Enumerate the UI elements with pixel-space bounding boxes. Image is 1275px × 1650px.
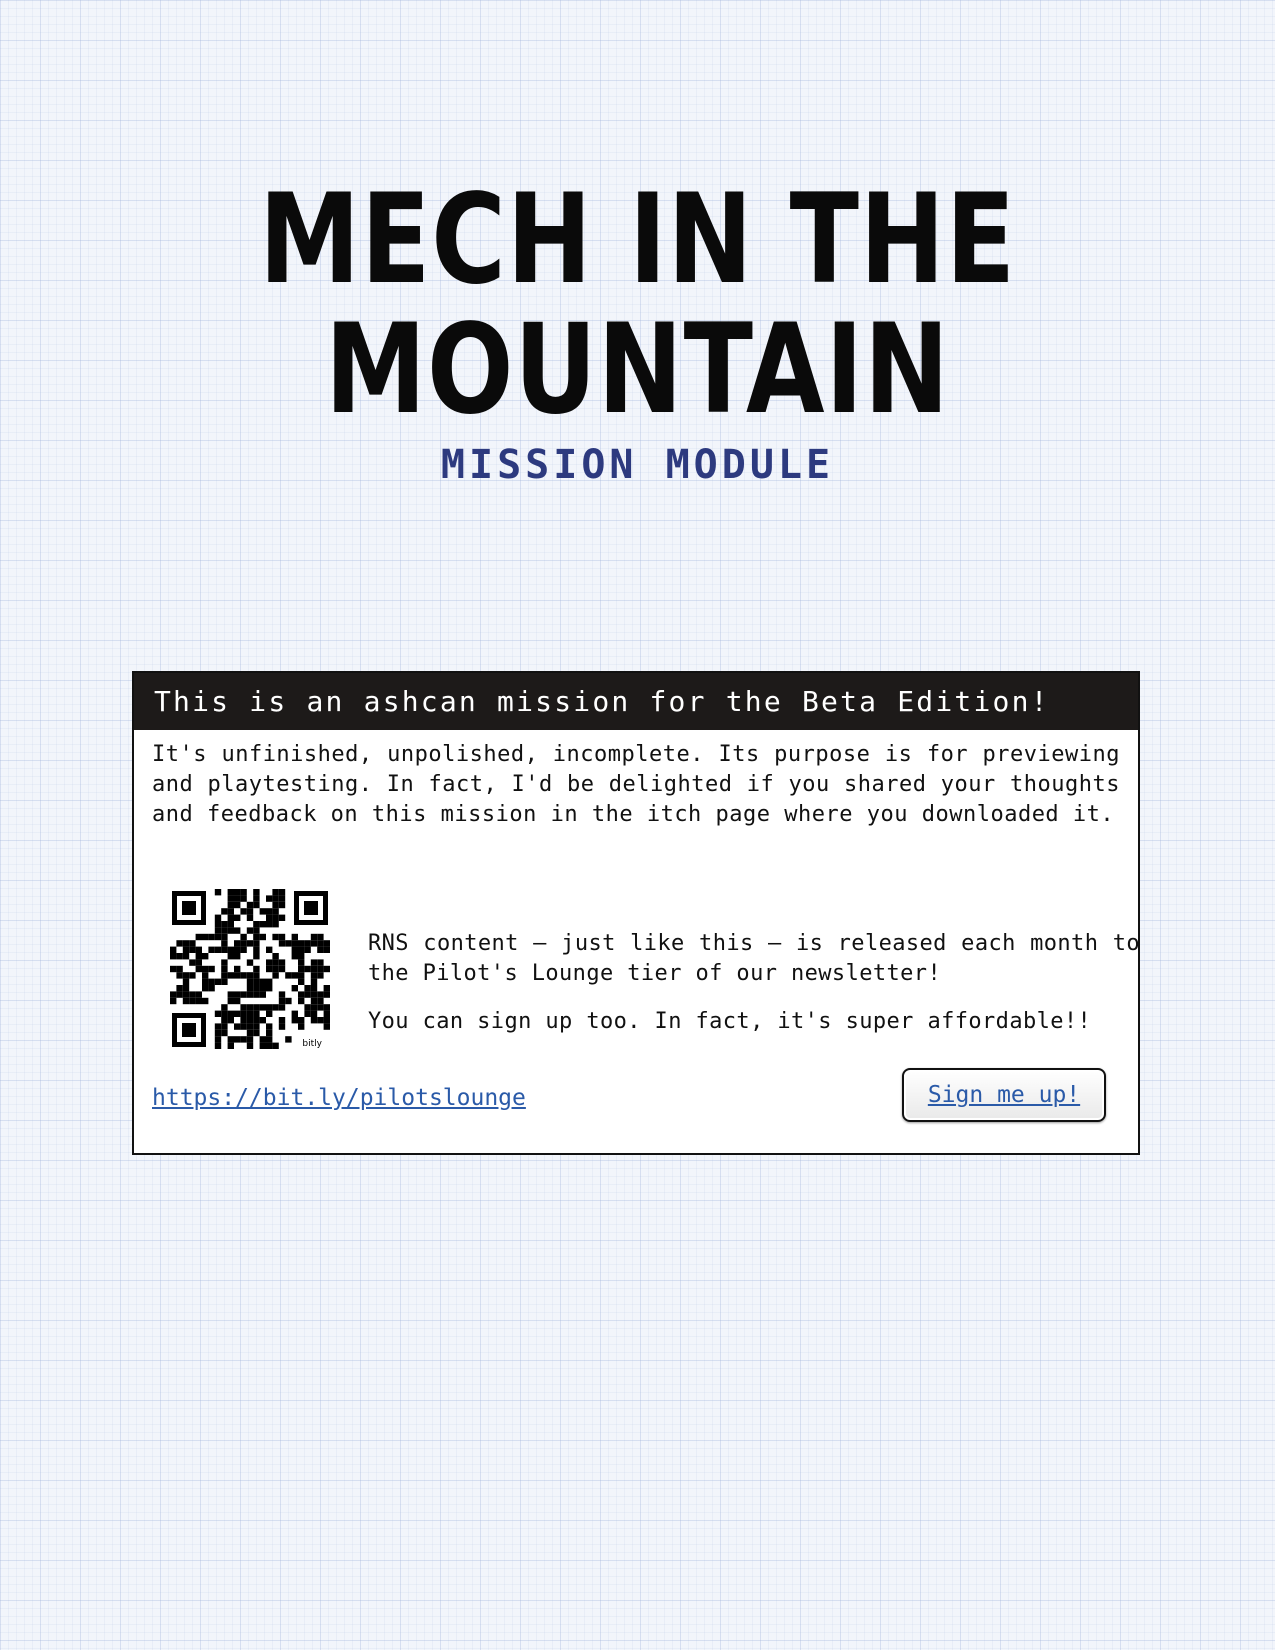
- subtitle: MISSION MODULE: [440, 442, 835, 488]
- title-block: [0, 168, 1275, 488]
- title-line-1: MECH IN THE: [258, 168, 1017, 312]
- notice-header: This is an ashcan mission for the Beta Edition!: [134, 673, 1138, 730]
- promo-line-1: RNS content — just like this — is released each month to the Pilot's Lounge tier of our newsletter!: [368, 931, 1140, 986]
- newsletter-promo: [170, 889, 1140, 1054]
- ashcan-notice-card: [132, 671, 1140, 1155]
- qr-code-icon[interactable]: [170, 889, 330, 1049]
- notice-intro: It's unfinished, unpolished, incomplete. Its purpose is for previewing and playtesting. In fact, I'd be delighted if you shared your thoughts and feedback on this mission in the itch page where you downloaded it.: [152, 742, 1120, 827]
- qr-brand-label: bitly: [302, 1039, 322, 1049]
- title-line-2: MOUNTAIN: [325, 298, 950, 442]
- promo-line-2: You can sign up too. In fact, it's super affordable!!: [368, 1009, 1092, 1034]
- newsletter-link[interactable]: https://bit.ly/pilotslounge: [152, 1085, 526, 1111]
- promo-text: [368, 929, 1140, 1055]
- sign-me-up-button[interactable]: Sign me up!: [902, 1068, 1106, 1122]
